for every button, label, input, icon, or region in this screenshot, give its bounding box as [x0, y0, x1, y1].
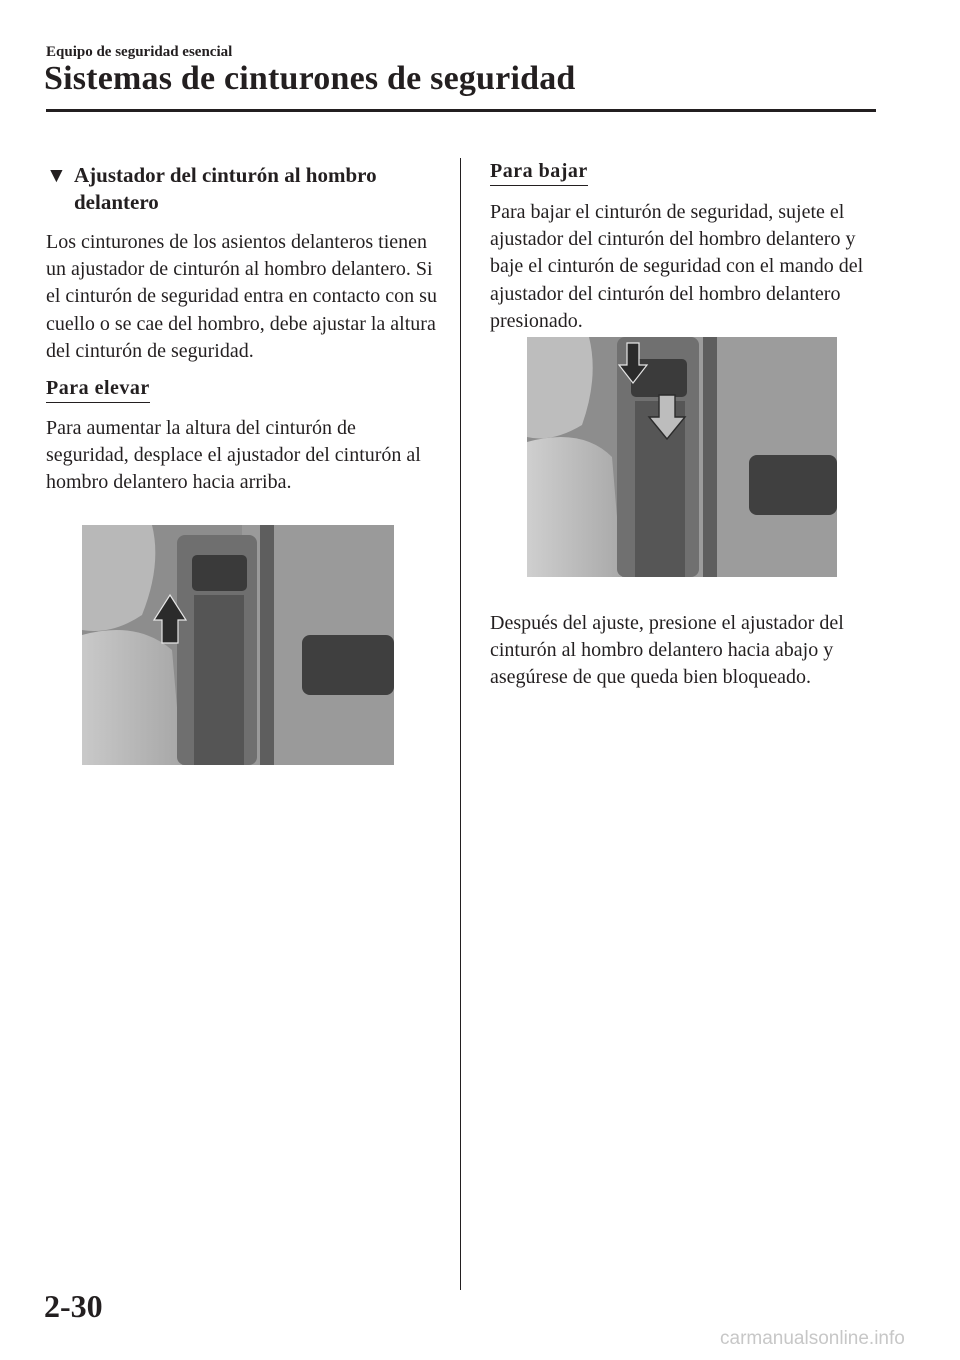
subsection-heading [46, 162, 441, 216]
section-title: Sistemas de cinturones de seguridad [44, 60, 576, 97]
raise-photo [82, 525, 394, 765]
lower-paragraph: Para bajar el cinturón de seguridad, sujete el ajustador del cinturón del hombro delantero y baje el cinturón de seguridad con el mando del ajustador del cinturón del hombro delantero presionado. [490, 201, 864, 332]
lower-label-wrap [490, 160, 875, 186]
left-column [46, 158, 441, 497]
raise-label-wrap [46, 377, 441, 403]
subsection-title: Ajustador del cinturón al hombro delantero [74, 163, 377, 214]
column-divider [460, 158, 461, 1290]
chapter-label: Equipo de seguridad esencial [46, 44, 233, 60]
header-rule [46, 109, 876, 112]
raise-paragraph: Para aumentar la altura del cinturón de seguridad, desplace el ajustador del cinturón al hombro delantero hacia arriba. [46, 417, 421, 494]
lower-photo [527, 337, 837, 577]
after-adjust-paragraph: Después del ajuste, presione el ajustador del cinturón al hombro delantero hacia abajo y asegúrese de que queda bien bloqueado. [490, 612, 844, 689]
watermark: carmanualsonline.info [720, 1328, 905, 1349]
lower-label: Para bajar [490, 160, 588, 186]
right-column [490, 158, 875, 335]
page-number: 2-30 [44, 1288, 103, 1324]
intro-paragraph: Los cinturones de los asientos delanteros tienen un ajustador de cinturón al hombro delantero. Si el cinturón de seguridad entra en contacto con su cuello o se cae del hombro, debe ajustar la altura del cinturón de seguridad. [46, 231, 437, 362]
raise-label: Para elevar [46, 377, 150, 403]
triangle-down-icon: ▼ [46, 163, 67, 187]
